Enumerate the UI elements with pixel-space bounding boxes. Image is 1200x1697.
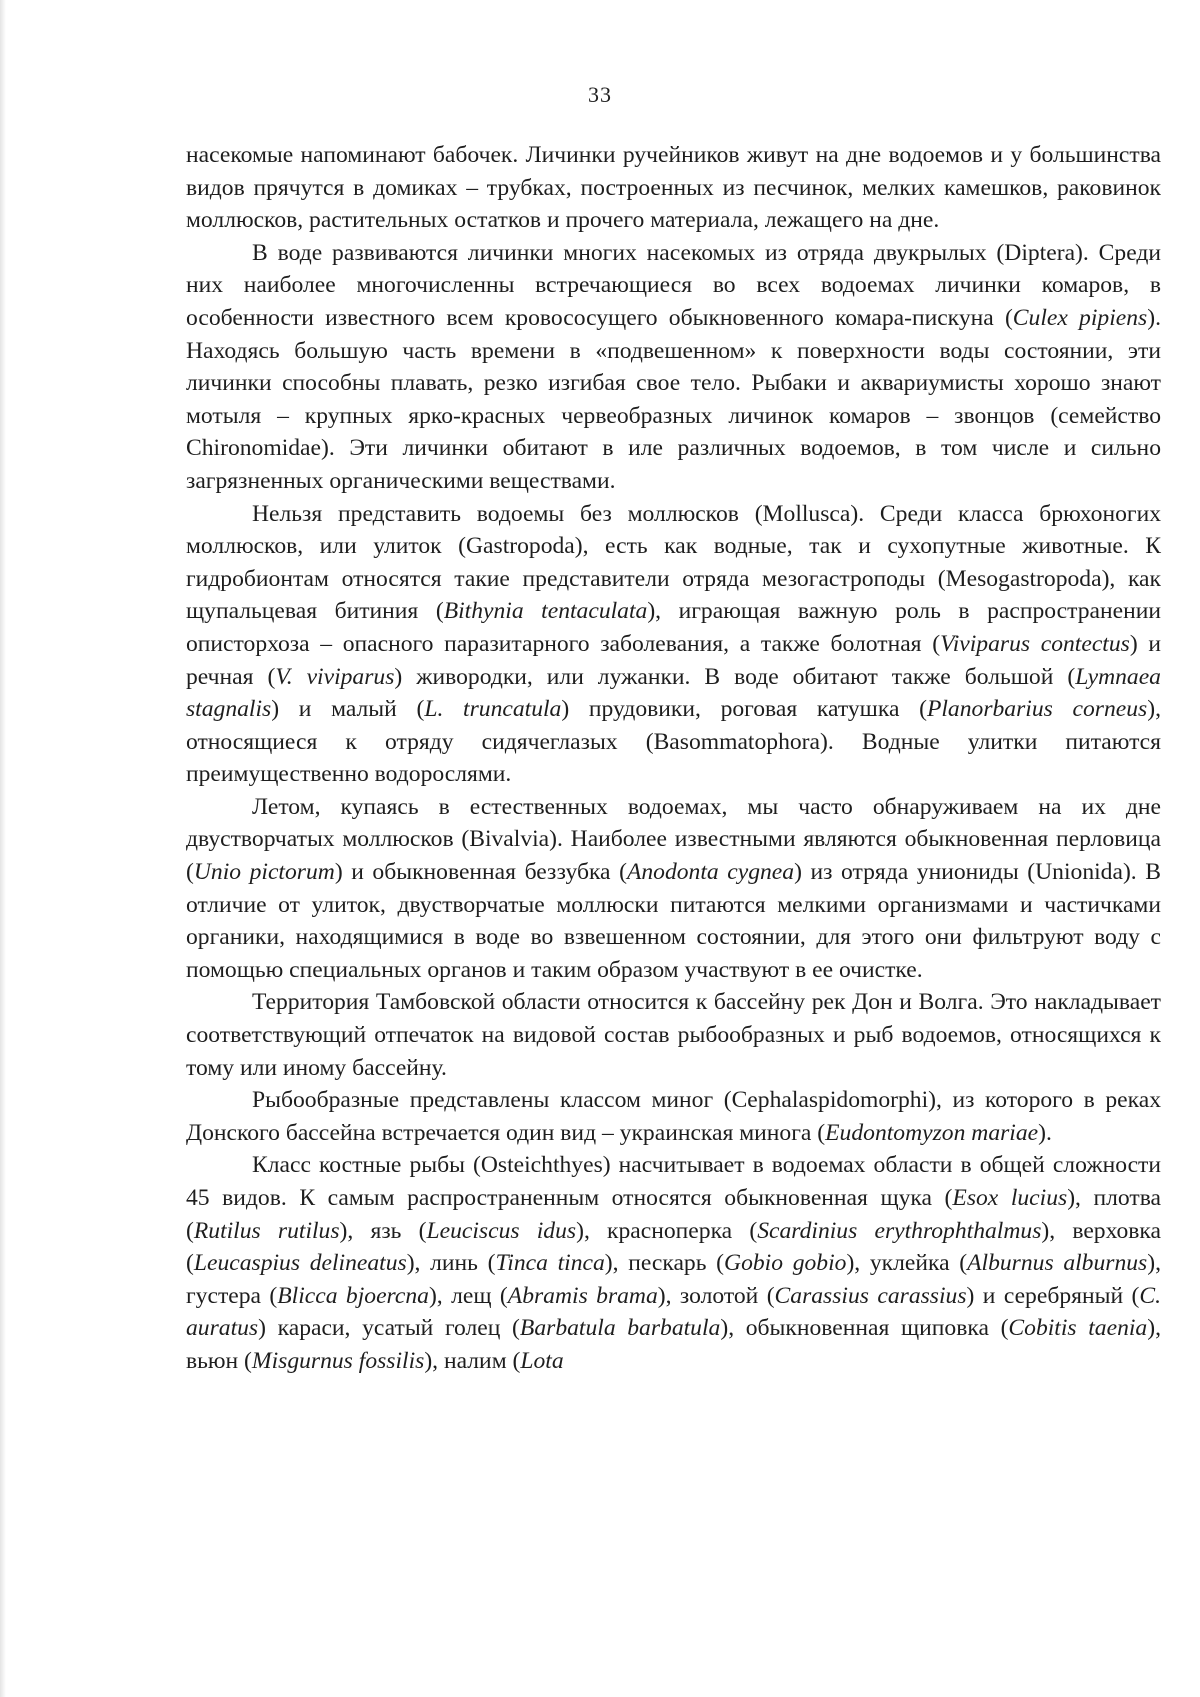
text-run: ) и малый ( xyxy=(271,696,425,723)
paragraph xyxy=(186,498,1161,791)
paragraph xyxy=(186,986,1161,1084)
species-name: Tinca tinca xyxy=(495,1250,605,1277)
text-run: Рыбообразные представлены классом миног (Cephalaspidomorphi), из которого в реках Донского бассейна встречается один вид – украинская минога ( xyxy=(186,1087,1161,1146)
species-name: Leucaspius delineatus xyxy=(193,1250,407,1277)
text-run: ) и серебряный ( xyxy=(966,1282,1140,1309)
species-name: Lota xyxy=(520,1347,564,1374)
text-run: ), золотой ( xyxy=(657,1282,775,1309)
scan-edge-shadow xyxy=(0,0,6,1697)
species-name: Gobio gobio xyxy=(724,1250,847,1277)
paragraph xyxy=(186,791,1161,987)
species-name: Scardinius erythrophthalmus xyxy=(757,1217,1042,1244)
species-name: Esox lucius xyxy=(952,1185,1068,1211)
text-run: ), густера ( xyxy=(186,1250,1161,1309)
species-name: Rutilus rutilus xyxy=(193,1217,340,1244)
species-name: Leuciscus idus xyxy=(426,1217,577,1244)
text-run: ), относящиеся к отряду сидячеглазых (Basommatophora). Водные улитки питаются преимущественно водорослями. xyxy=(186,696,1161,788)
species-name: Eudontomyzon mariae xyxy=(825,1119,1039,1146)
text-run: В воде развиваются личинки многих насекомых из отряда двукрылых (Diptera). Среди них наиболее многочисленны встречающиеся во всех водоемах личинки комаров, в особенности известного всем кровососущего обыкновенного комара-пискуна ( xyxy=(186,239,1161,331)
text-run: ), играющая важную роль в распространении описторхоза – опасного паразитарного заболевания, а также болотная ( xyxy=(186,598,1161,657)
species-name: Cobitis taenia xyxy=(1008,1315,1148,1342)
species-name: C. auratus xyxy=(186,1282,1161,1342)
text-run: ) из отряда униониды (Unionida). В отличие от улиток, двустворчатые моллюски питаются мелкими организмами и частичками органики, находящимися в воде во взвешенном состоянии, для этого они фильтруют воду с помощью специальных органов и таким образом участвуют в ее очистке. xyxy=(186,859,1162,983)
text-run: Территория Тамбовской области относится к бассейну рек Дон и Волга. Это накладывает соответствующий отпечаток на видовой состав рыбообразных и рыб водоемов, относящихся к тому или иному бассейну. xyxy=(186,989,1161,1081)
text-run: ), красноперка ( xyxy=(576,1217,758,1244)
body-text xyxy=(186,139,1161,1378)
species-name: Barbatula barbatula xyxy=(519,1315,721,1342)
species-name: Unio pictorum xyxy=(193,859,335,886)
text-run: ), уклейка ( xyxy=(846,1250,968,1277)
paragraph xyxy=(186,237,1161,498)
species-name: Bithynia tentaculata xyxy=(443,598,648,625)
text-run: ), налим ( xyxy=(424,1347,521,1374)
species-name: Abramis brama xyxy=(507,1282,658,1309)
text-run: ), лещ ( xyxy=(428,1282,508,1309)
text-run: ) караси, усатый голец ( xyxy=(258,1315,520,1342)
species-name: Carassius carassius xyxy=(774,1282,967,1309)
text-run: ), вьюн ( xyxy=(186,1315,1161,1374)
text-run: ) живородки, или лужанки. В воде обитают также большой ( xyxy=(394,663,1076,690)
text-run: ), верховка ( xyxy=(186,1217,1162,1277)
species-name: Anodonta cygnea xyxy=(626,859,795,886)
species-name: Alburnus alburnus xyxy=(967,1250,1148,1277)
text-run: Нельзя представить водоемы без моллюсков (Mollusca). Среди класса брюхоногих моллюсков, или улиток (Gastropoda), есть как водные, так и сухопутные животные. К гидробионтам относятся такие представители отряда мезогастроподы (Mesogastropoda), как щупальцевая битиния ( xyxy=(186,500,1161,625)
text-run: ) и речная ( xyxy=(186,630,1161,690)
text-run: ), пескарь ( xyxy=(604,1250,725,1277)
species-name: L. truncatula xyxy=(424,696,562,723)
text-run: ), плотва ( xyxy=(186,1185,1161,1244)
text-run: ), обыкновенная щиповка ( xyxy=(720,1315,1009,1342)
text-run: ) и обыкновенная беззубка ( xyxy=(334,859,627,886)
page-number: 33 xyxy=(588,82,612,107)
text-run: ), линь ( xyxy=(406,1250,496,1277)
text-run: ) прудовики, роговая катушка ( xyxy=(561,696,927,723)
text-run: ), язь ( xyxy=(339,1217,427,1244)
text-run: Класс костные рыбы (Osteichthyes) насчитывает в водоемах области в общей сложности 45 видов. К самым распространенным относятся обыкновенная щука ( xyxy=(186,1152,1161,1211)
species-name: Planorbarius corneus xyxy=(926,696,1148,723)
text-run: насекомые напоминают бабочек. Личинки ручейников живут на дне водоемов и у большинства видов прячутся в домиках – трубках, построенных из песчинок, мелких камешков, раковинок моллюсков, растительных остатков и прочего материала, лежащего на дне. xyxy=(186,142,1161,234)
text-run: Летом, купаясь в естественных водоемах, мы часто обнаруживаем на их дне двустворчатых моллюсков (Bivalvia). Наиболее известными являются обыкновенная перловица ( xyxy=(186,793,1161,886)
species-name: Lymnaea stagnalis xyxy=(186,663,1161,723)
species-name: Culex pipiens xyxy=(1012,304,1148,331)
species-name: Misgurnus fossilis xyxy=(251,1347,425,1374)
text-run: ). Находясь большую часть времени в «подвешенном» к поверхности воды состоянии, эти личинки способны плавать, резко изгибая свое тело. Рыбаки и аквариумисты хорошо знают мотыля – крупных ярко-красных червеобразных личинок комаров – звонцов (семейство Chironomidae). Эти личинки обитают в иле различных водоемов, в том числе и сильно загрязненных органическими веществами. xyxy=(186,304,1161,494)
species-name: Blicca bjoercna xyxy=(277,1282,429,1309)
species-name: Viviparus contectus xyxy=(940,630,1130,657)
text-run: ). xyxy=(1038,1119,1052,1146)
species-name: V. viviparus xyxy=(275,663,395,690)
paragraph xyxy=(186,1084,1161,1149)
paragraph xyxy=(186,1149,1161,1377)
paragraph xyxy=(186,139,1161,237)
